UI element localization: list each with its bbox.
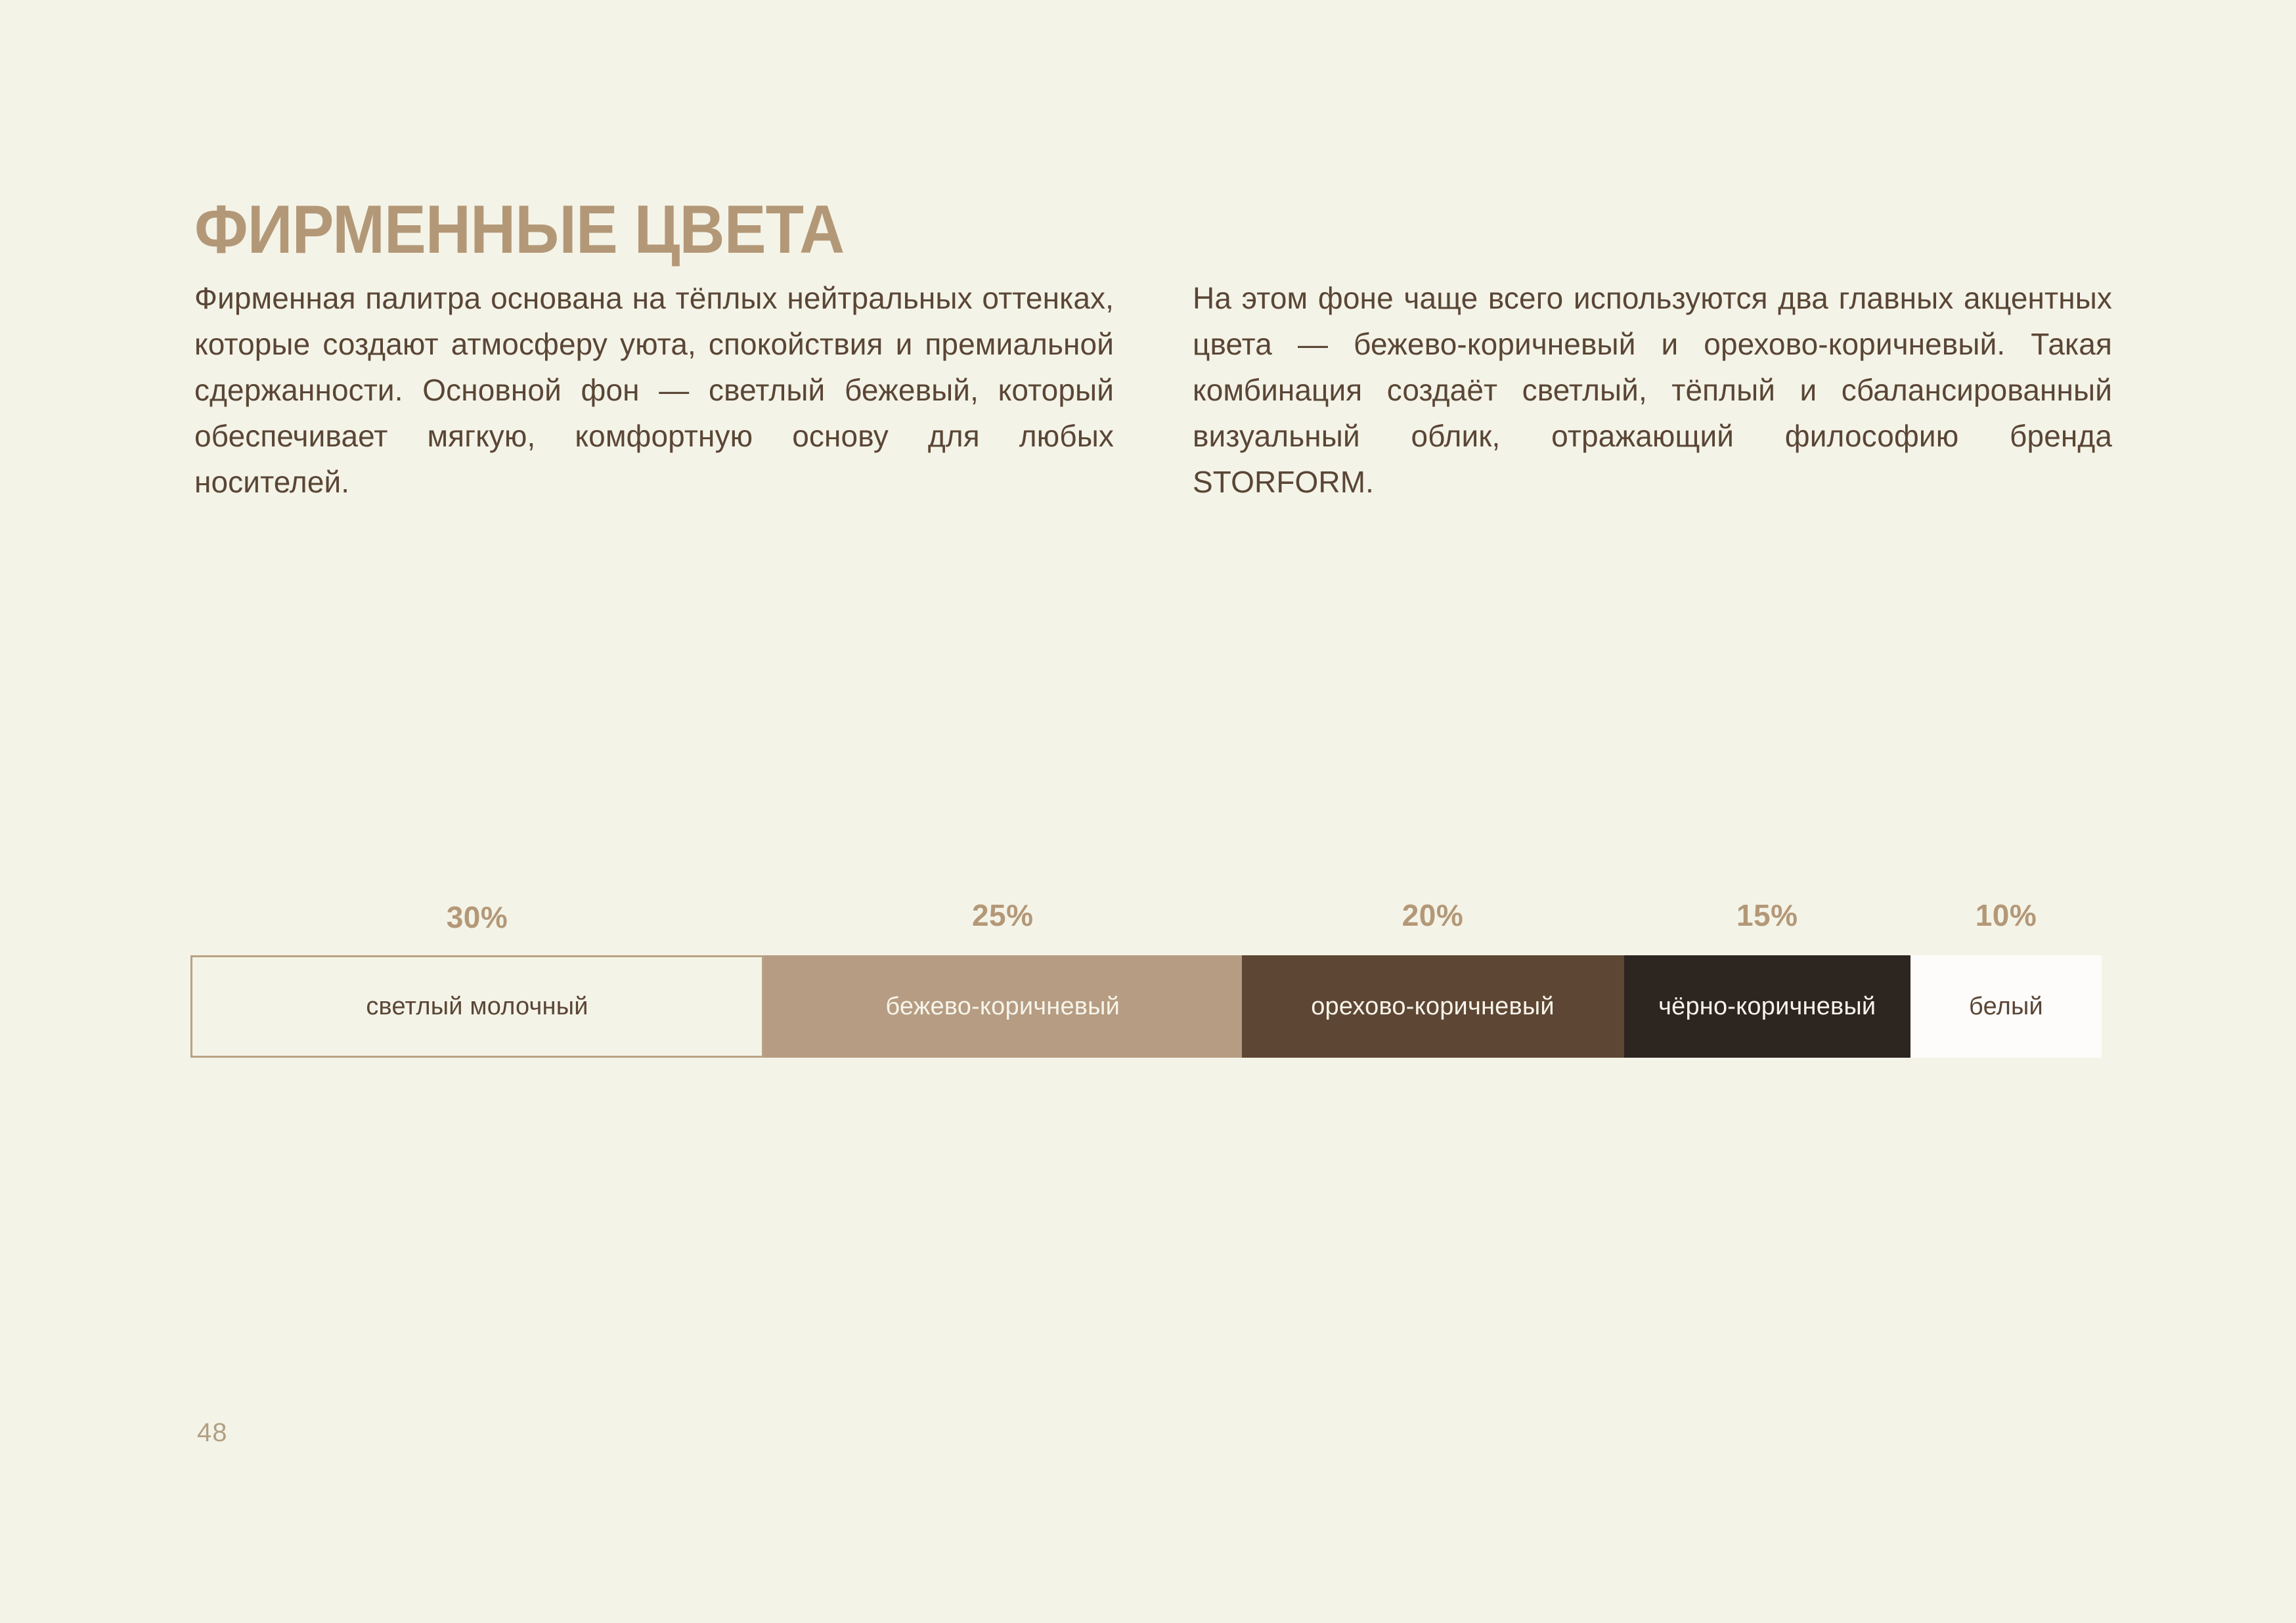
swatch-percent-label: 10%: [1975, 898, 2037, 932]
color-swatch[interactable]: [1624, 898, 1911, 1058]
color-swatch[interactable]: [1242, 898, 1624, 1058]
column-right: [1193, 276, 2112, 506]
paragraph-left: Фирменная палитра основана на тёплых нейтральных оттенках, которые создают атмосферу уюта, спокойствия и премиальной сдержанности. Основной фон — светлый бежевый, который обеспечивает мягкую, комфортную основу для любых носителей.: [194, 281, 1114, 499]
swatch-percent-label: 15%: [1736, 898, 1798, 932]
page-number: 48: [197, 1418, 228, 1447]
color-swatch[interactable]: [1910, 898, 2102, 1058]
swatch-percent-label: 30%: [446, 900, 508, 934]
swatch-percent-label: 25%: [971, 898, 1034, 932]
column-left: [194, 276, 1114, 506]
swatch-name-label: орехово-коричневый: [1311, 992, 1555, 1020]
swatch-name-label: светлый молочный: [366, 992, 588, 1020]
swatch-name-label: чёрно-коричневый: [1658, 992, 1876, 1020]
color-swatch[interactable]: [190, 900, 764, 1058]
page-title: ФИРМЕННЫЕ ЦВЕТА: [194, 191, 845, 268]
color-swatch[interactable]: [764, 898, 1242, 1058]
swatch-name-label: белый: [1969, 992, 2043, 1020]
paragraph-right: На этом фоне чаще всего используются два главных акцентных цвета — бежево-коричневый и орехово-коричневый. Такая комбинация создаёт светлый, тёплый и сбалансированный визуальный облик, отражающий философию бренда STORFORM.: [1193, 281, 2112, 499]
swatch-percent-label: 20%: [1402, 898, 1464, 932]
text-columns: [194, 276, 2112, 506]
color-proportion-bar: [190, 898, 2102, 1058]
swatch-name-label: бежево-коричневый: [885, 992, 1120, 1020]
